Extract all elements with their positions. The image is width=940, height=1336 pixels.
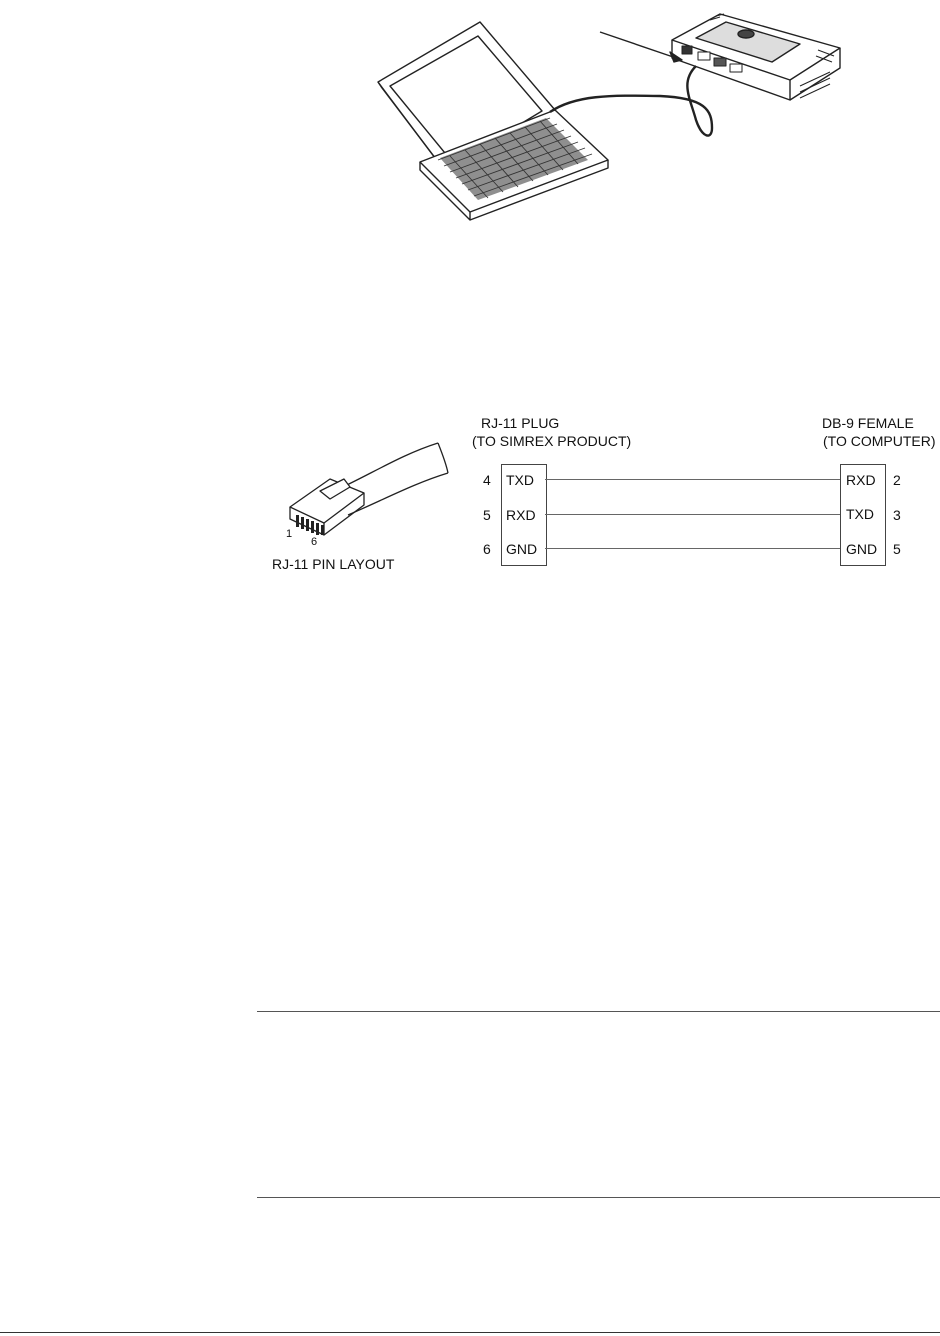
db9-pin-signal: GND [846,541,878,557]
wire-line [545,514,840,515]
wire-line [545,479,840,480]
rj11-title-line1: RJ-11 PLUG [481,415,560,431]
rj11-pin-number: 5 [483,507,491,523]
pin-marker-6: 6 [311,536,318,548]
db9-title-line2: (TO COMPUTER) [823,433,936,449]
serial-cable [550,66,712,136]
rj11-pin-number: 4 [483,472,491,488]
db9-pin-number: 2 [893,472,901,488]
rj11-pin-number: 6 [483,541,491,557]
db9-pin-number: 3 [893,507,901,523]
rj11-pin-signal: GND [506,541,538,557]
rj11-pin-signal: RXD [506,507,536,523]
db9-pin-signal: TXD [846,506,874,522]
rj11-plug-illustration [270,435,450,545]
radio-device-icon [672,14,840,100]
wire-line [545,548,840,549]
rj11-title-line2: (TO SIMREX PRODUCT) [472,433,632,449]
divider-rule [257,1197,940,1198]
pointer-arrow [600,32,682,62]
footer-rule [0,1332,940,1333]
rj11-pin-signal: TXD [506,472,534,488]
db9-pin-signal: RXD [846,472,876,488]
pin-marker-1: 1 [286,528,293,540]
rj11-pin-layout-caption: RJ-11 PIN LAYOUT [272,556,395,572]
db9-pin-number: 5 [893,541,901,557]
divider-rule [257,1011,940,1012]
db9-title-line1: DB-9 FEMALE [822,415,914,431]
laptop-device-illustration [360,0,860,225]
laptop-icon [378,22,608,220]
